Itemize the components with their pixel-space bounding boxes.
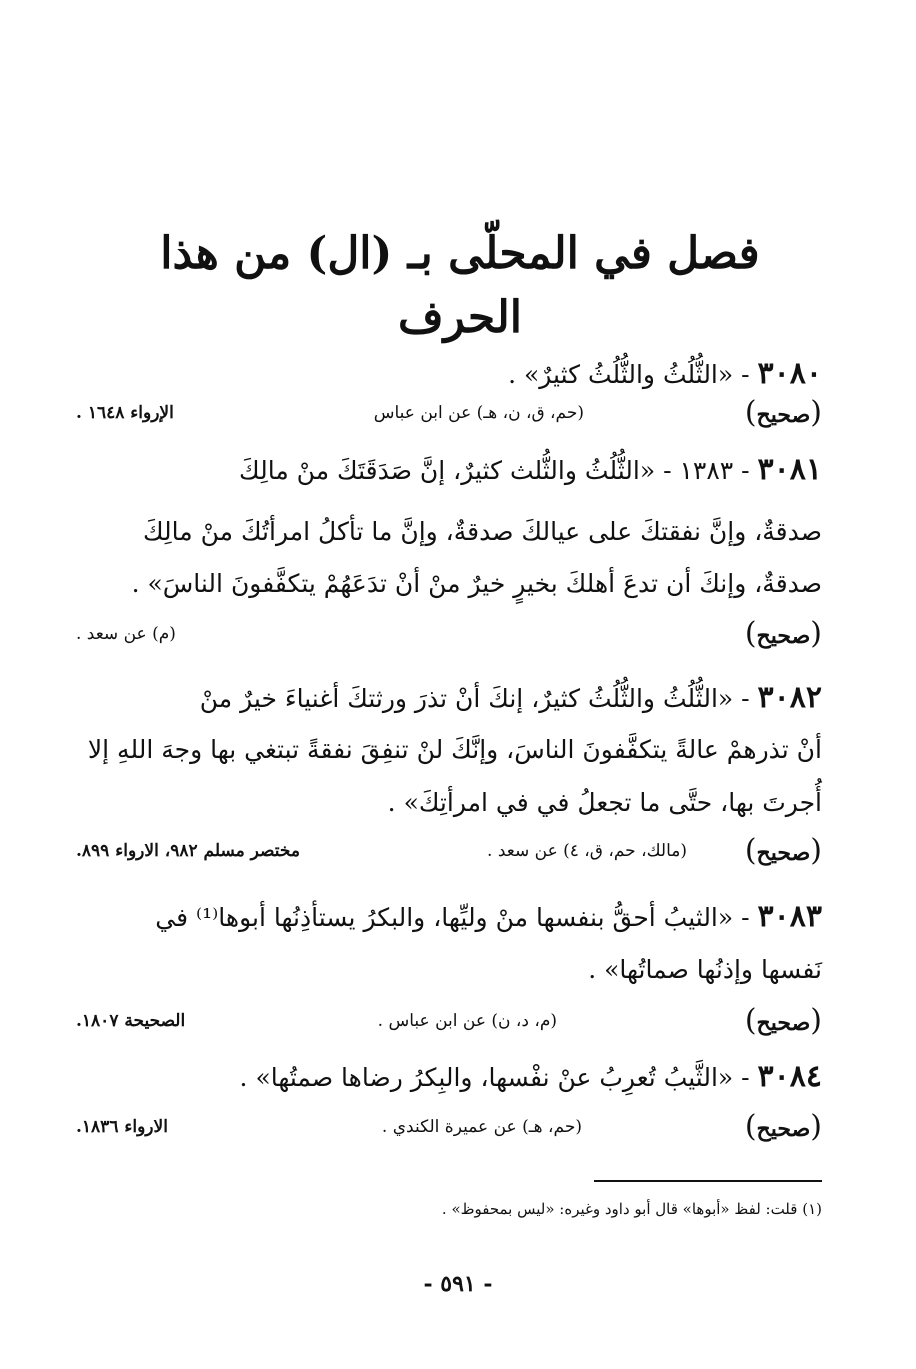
grade-label: (صحيح): [744, 395, 822, 430]
grade-label: (صحيح): [744, 616, 822, 651]
hadith-3080-line-1: ٣٠٨٠ - «الثُّلُثُ والثُّلُثُ كثيرٌ» .: [508, 356, 822, 391]
footnote: (١) قلت: لفظ «أبوها» قال أبو داود وغيره: «ليس بمحفوظ» .: [441, 1200, 822, 1218]
hadith-3082-line-1: ٣٠٨٢ - «الثُّلُثُ والثُّلُثُ كثيرٌ، إنكَ أنْ تذرَ ورثتكَ أغنياءَ خيرٌ منْ: [199, 680, 822, 715]
hadith-text: ١٣٨٣ - «الثُّلُثُ والثُّلث كثيرٌ، إنَّ صَدَقَتَكَ منْ مالِكَ: [239, 456, 734, 485]
hadith-3081-line-3: صدقةٌ، وإنكَ أن تدعَ أهلكَ بخيرٍ خيرٌ منْ أنْ تدَعَهُمْ يتكفَّفونَ الناسَ» .: [131, 569, 822, 598]
hadith-number: ٣٠٨٢: [757, 680, 822, 715]
grade-label: (صحيح): [744, 1003, 822, 1038]
hadith-number: ٣٠٨٣: [757, 899, 822, 934]
hadith-number: ٣٠٨٠: [757, 356, 822, 391]
hadith-3083-line-1: ٣٠٨٣ - «الثيبُ أحقُّ بنفسها منْ وليِّها، والبكرُ يستأذِنُها أبوها⁽¹⁾ في: [155, 899, 822, 934]
hadith-text: «الثُّلُثُ والثُّلُثُ كثيرٌ» .: [508, 360, 734, 389]
narration: (م، د، ن) عن ابن عباس .: [377, 1011, 557, 1031]
section-title: فصل في المحلّى بـ (ال) من هذا الحرف: [160, 228, 760, 343]
hadith-3081-line-2: صدقةٌ، وإنَّ نفقتكَ على عيالكَ صدقةٌ، وإنَّ ما تأكلُ امرأتُكَ منْ مالِكَ: [142, 517, 822, 546]
hadith-3080-source: [70, 396, 822, 430]
reference: الارواء ١٨٣٦.: [76, 1117, 168, 1137]
hadith-3084-source: [70, 1110, 822, 1144]
narration: (حم، هـ) عن عميرة الكندي .: [381, 1117, 582, 1137]
narration: (م) عن سعد .: [76, 624, 176, 644]
grade-label: (صحيح): [744, 833, 822, 868]
hadith-3082-line-3: أُجرتَ بها، حتَّى ما تجعلُ في في امرأتِكَ» .: [387, 788, 822, 817]
hadith-number: ٣٠٨١: [757, 452, 822, 487]
page-number: - ٥٩١ -: [423, 1271, 493, 1297]
grade-label: (صحيح): [744, 1109, 822, 1144]
hadith-number: ٣٠٨٤: [757, 1059, 822, 1094]
reference: مختصر مسلم ٩٨٢، الارواء ٨٩٩.: [76, 841, 301, 861]
reference: الإرواء ١٦٤٨ .: [76, 403, 174, 423]
hadith-text: «الثيبُ أحقُّ بنفسها منْ وليِّها، والبكرُ يستأذِنُها أبوها⁽¹⁾ في: [155, 903, 734, 932]
hadith-3082-line-2: أنْ تذرهمْ عالةً يتكفَّفونَ الناسَ، وإنَّكَ لنْ تنفِقَ نفقةً تبتغي بها وجهَ اللهِ إلا: [87, 735, 822, 764]
reference: الصحيحة ١٨٠٧.: [76, 1011, 186, 1031]
hadith-text: «الثُّلُثُ والثُّلُثُ كثيرٌ، إنكَ أنْ تذرَ ورثتكَ أغنياءَ خيرٌ منْ: [199, 684, 734, 713]
hadith-3081-source: [70, 617, 822, 651]
narration: (حم، ق، ن، هـ) عن ابن عباس: [373, 403, 584, 423]
narration: (مالك، حم، ق، ٤) عن سعد .: [487, 841, 687, 861]
hadith-3081-line-1: ٣٠٨١ - ١٣٨٣ - «الثُّلُثُ والثُّلث كثيرٌ، إنَّ صَدَقَتَكَ منْ مالِكَ: [239, 452, 822, 487]
hadith-3083-source: [70, 1004, 822, 1038]
hadith-3083-line-2: نَفسها وإذنُها صماتُها» .: [588, 955, 822, 984]
hadith-text: «الثَّيبُ تُعرِبُ عنْ نفْسها، والبِكرُ رضاها صمتُها» .: [239, 1063, 734, 1092]
hadith-3082-source: [70, 834, 822, 868]
hadith-3084-line-1: ٣٠٨٤ - «الثَّيبُ تُعرِبُ عنْ نفْسها، والبِكرُ رضاها صمتُها» .: [239, 1059, 822, 1094]
footnote-divider: [594, 1180, 822, 1182]
